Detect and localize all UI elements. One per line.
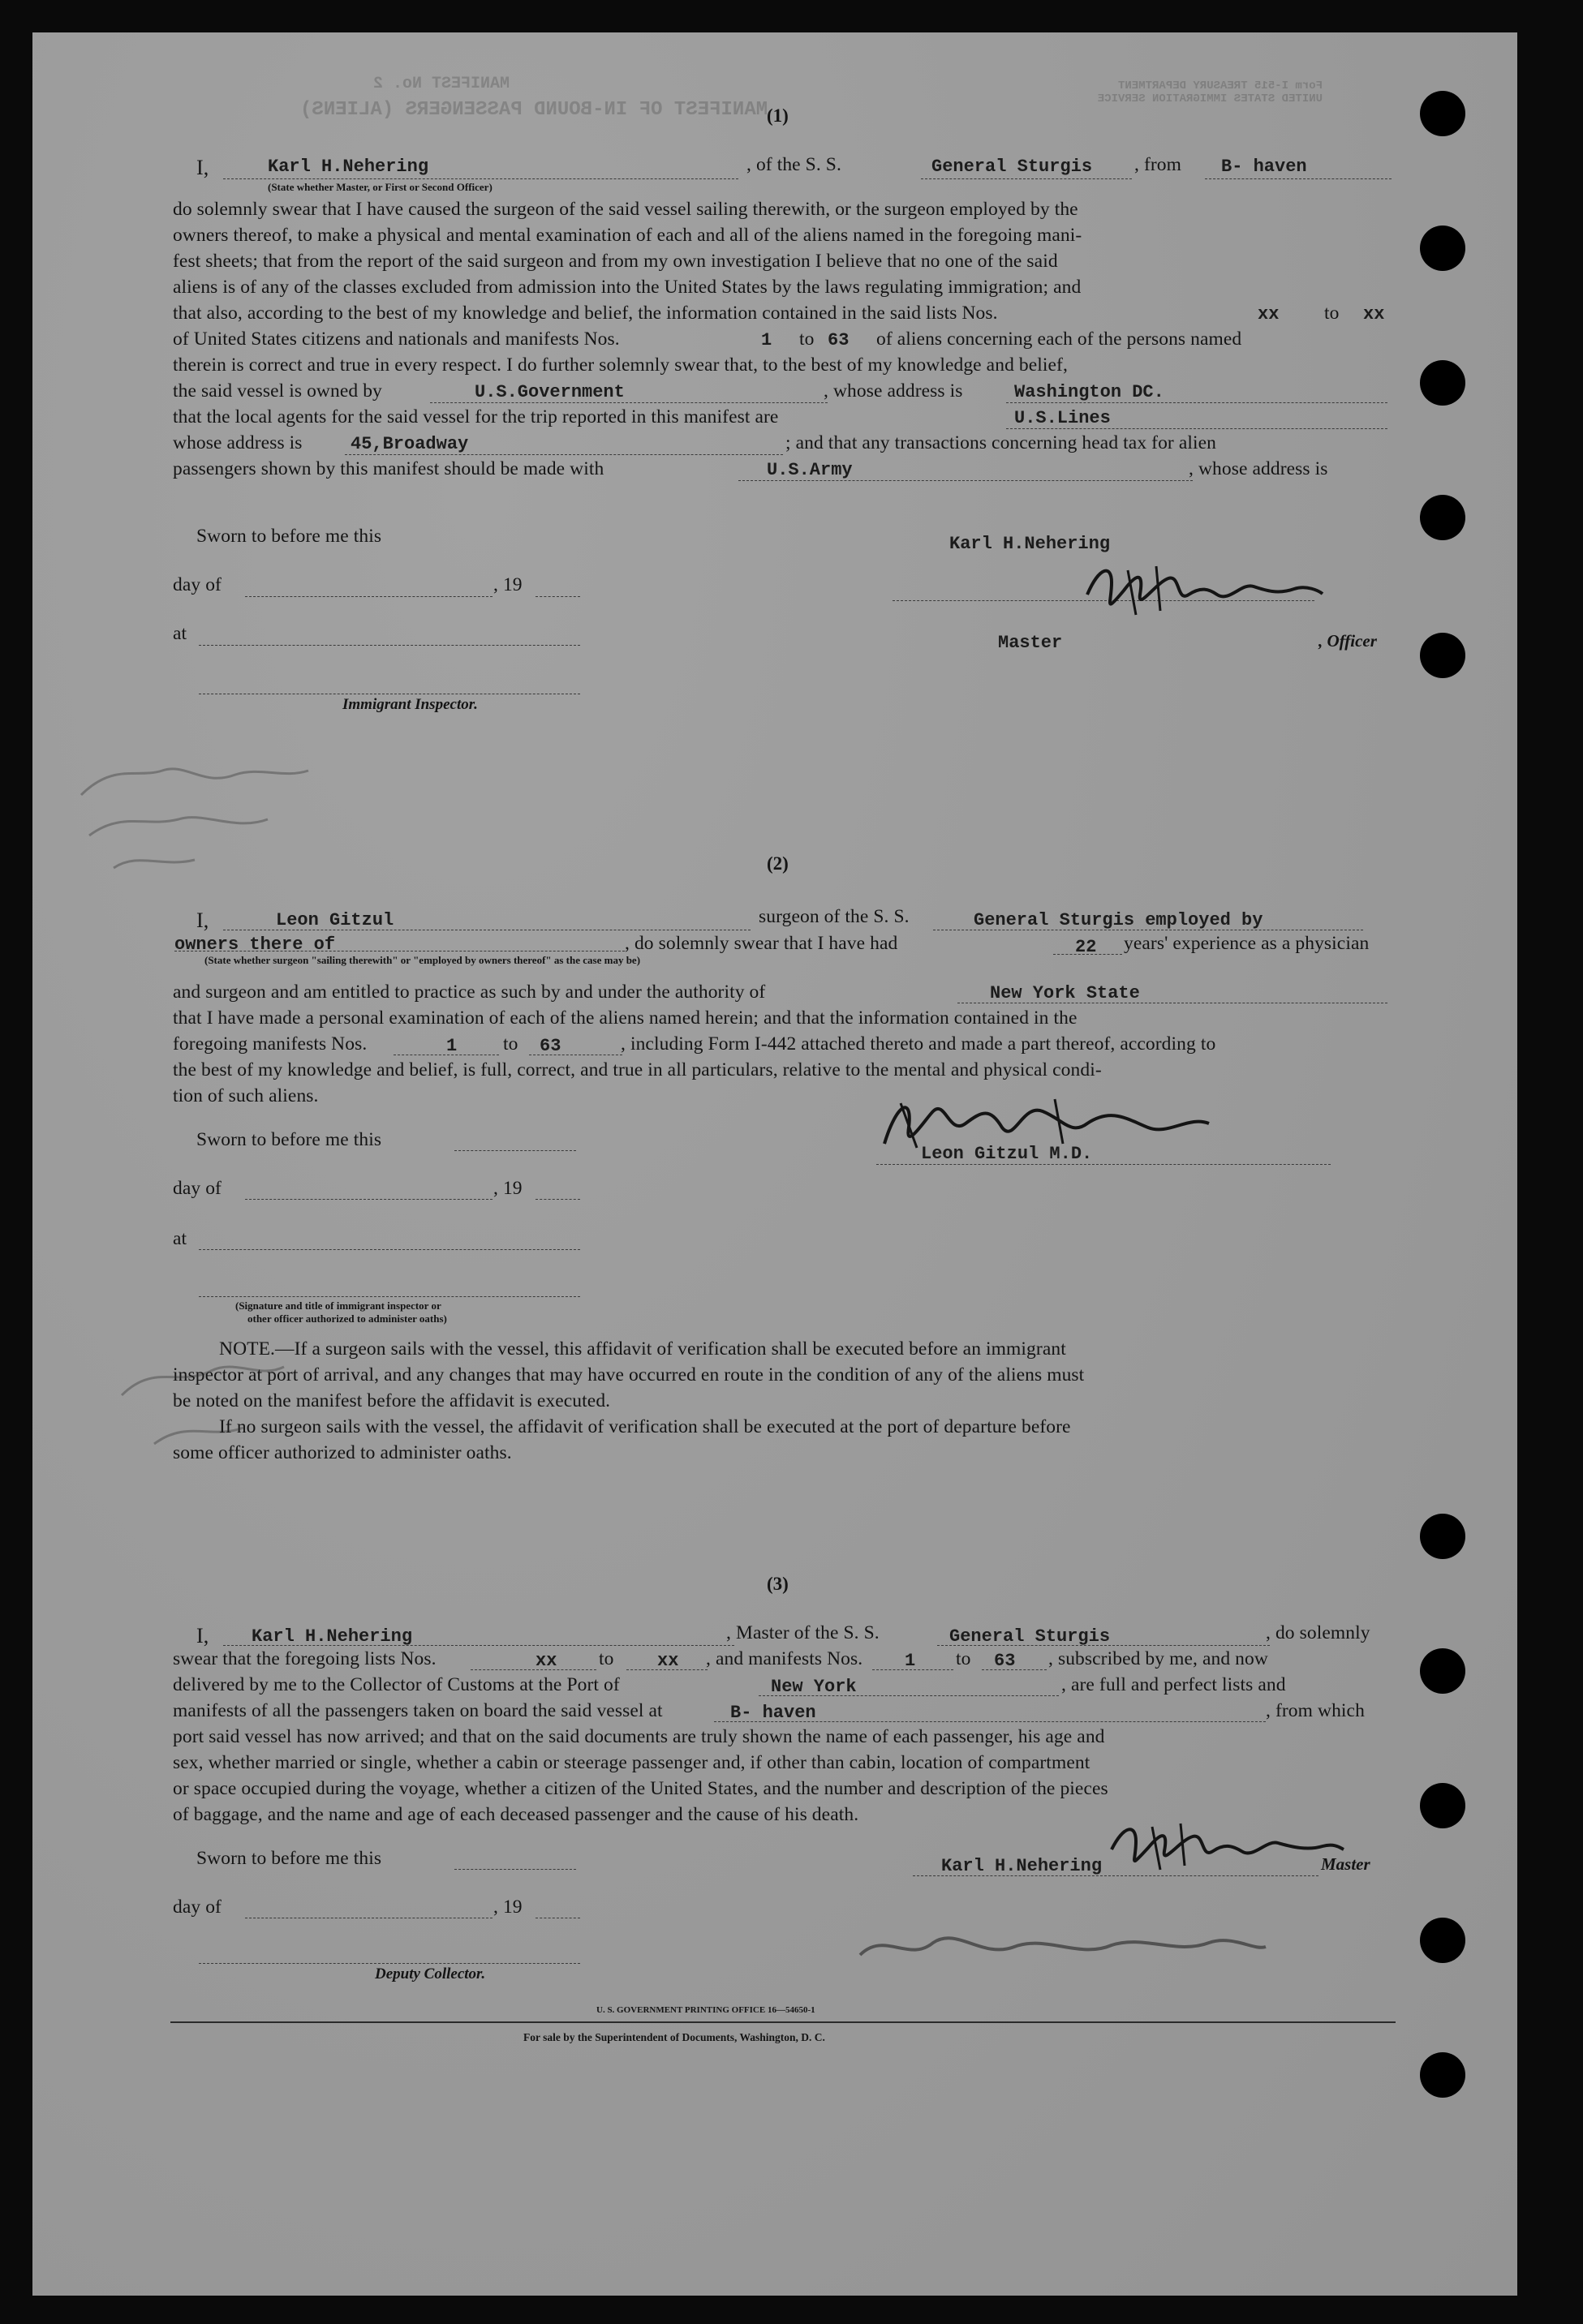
officer-label: , Officer [1318, 631, 1377, 651]
officer-name: Karl H.Nehering [268, 157, 429, 177]
officer-caption: (State whether Master, or First or Second Officer) [268, 181, 493, 193]
lists-to: xx [1363, 304, 1385, 324]
binder-hole [1420, 226, 1465, 271]
note-line: inspector at port of arrival, and any changes that may have occurred en route in the condition of any of the aliens must [173, 1364, 1085, 1385]
binder-hole [1420, 360, 1465, 406]
lists-from: xx [536, 1651, 557, 1671]
printing-office-line: U. S. GOVERNMENT PRINTING OFFICE 16—54650-1 [596, 2005, 815, 2015]
binder-hole [1420, 1918, 1465, 1963]
lists-to: xx [657, 1651, 679, 1671]
master-name: Karl H.Nehering [252, 1626, 413, 1647]
practice-authority: New York State [990, 983, 1140, 1003]
note-line: If no surgeon sails with the vessel, the affidavit of verification shall be executed at the port of departure before [219, 1416, 1071, 1437]
manifests-to: 63 [828, 330, 850, 350]
agents-address: 45,Broadway [351, 434, 469, 454]
note-line: NOTE.—If a surgeon sails with the vessel, this affidavit of verification shall be executed before an immigrant [219, 1338, 1066, 1360]
collector-caption: Deputy Collector. [375, 1965, 486, 1982]
ship-name: General Sturgis [931, 157, 1093, 177]
owner-address: Washington DC. [1014, 382, 1164, 402]
master-typed-name: Karl H.Nehering [949, 534, 1111, 554]
master-signature [1079, 558, 1331, 623]
section-number: (1) [767, 105, 789, 126]
for-sale-line: For sale by the Superintendent of Documents, Washington, D. C. [523, 2031, 825, 2043]
lists-from: xx [1258, 304, 1280, 324]
surgeon-status: owners there of [174, 934, 336, 955]
note-line: be noted on the manifest before the affidavit is executed. [173, 1390, 611, 1411]
master-signature [1103, 1817, 1347, 1874]
section-number: (3) [767, 1574, 789, 1594]
manifests-to: 63 [994, 1651, 1016, 1671]
surgeon-name: Leon Gitzul [276, 910, 394, 930]
master-label: Master [1321, 1854, 1370, 1874]
binder-hole [1420, 1648, 1465, 1694]
bleed-through-title: MANIFEST OF IN-BOUND PASSENGERS (ALIENS) [300, 99, 768, 121]
binder-hole [1420, 2052, 1465, 2098]
surgeon-employment: General Sturgis employed by [974, 910, 1263, 930]
binder-hole [1420, 91, 1465, 136]
manifests-to: 63 [540, 1036, 561, 1056]
inspector-caption: Immigrant Inspector. [342, 696, 478, 713]
years-experience: 22 [1075, 937, 1097, 957]
boarding-port: B- haven [730, 1703, 816, 1723]
handwritten-notation [852, 1914, 1274, 1979]
margin-annotations [65, 730, 325, 1501]
note-line: some officer authorized to administer oaths. [173, 1442, 512, 1463]
section-number: (2) [767, 853, 789, 874]
manifests-from: 1 [761, 330, 772, 350]
affidavit-lead: I, [196, 156, 209, 179]
vessel-owner: U.S.Government [475, 382, 625, 402]
binder-hole [1420, 633, 1465, 678]
arrival-port: New York [771, 1677, 857, 1697]
bleed-through-manifest-no: MANIFEST No. 2 [373, 75, 510, 93]
master-typed-name: Karl H.Nehering [941, 1856, 1103, 1876]
bleed-through-form-header: Form I-515 TREASURY DEPARTMENT UNITED STATES IMMIGRATION SERVICE [1097, 79, 1323, 105]
manifest-verification-page: MANIFEST No. 2 MANIFEST OF IN-BOUND PASSENGERS (ALIENS) Form I-515 TREASURY DEPARTMENT UNITED STATES IMMIGRATION SERVICE (1) I, Karl H.Nehering (State whether Master, or First or Second Officer) , of the S. S. General Sturgis , from B- haven do solemnly swear that I have caused the surgeon of the said vessel sailing therewith, or the surgeon employed by the owners thereof, to make a physical and mental examination of each and all of the aliens named in the foregoing mani- fest sheets; that from the report of the said surgeon and from my own investigation I believe that no one of the said aliens is of any of the classes excluded from admission into the United States by the laws regulating immigration; and that also, according to the best of my knowledge and belief, the information contained in the said lists Nos. xx to xx of United States citizens and nationals and manifests Nos. 1 to 63 of aliens concerning each of the persons named therein is correct and true in every respect. I do further solemnly swear that, to the best of my knowledge and belief, the said vessel is owned by U.S.Government , whose address is Washington DC. that the local agents for the said vessel for the trip reported in this manifest are U.S.Lines whose address is 45,Broadway ; and that any transactions concerning head tax for alien passengers shown by this manifest should be made with U.S.Army , whose address is Sworn to before me this day of , 19 at Immigrant Inspector. Karl H.Nehering Master , Officer (2) I, Leon Gitzul surgeon of the S. S. General Sturgis employed by owners there of (State whether surgeon "sailing therewith" or "employed by owners thereof" as the case may be) , do solemnly swear that I have had 22 years' experience as a physician and surgeon and am entitled to practice as such by and under the authority of New York State that I have made a personal examination of each of the aliens named herein; and that the information contained in the foregoing manifests Nos. 1 to 63 , including Form I-442 attached thereto and made a part thereof, according to the best of my knowledge and belief, is full, correct, and true in all particulars, relative to the mental and physical condi- tion of such aliens. Sworn to before me this Leon Gitzul M.D. day of , 19 at (Signature and title of immigrant inspector or other officer authorized to administer oaths) NOTE.—If a surgeon sails with the vessel, this affidavit of verification shall be executed before an immigrant inspector at port of arrival, and any changes that may have occurred en route in the condition of any of the aliens must be noted on the manifest before the affidavit is executed. If no surgeon sails with the vessel, the affidavit of verification shall be executed at the port of departure before some officer authorized to administer oaths. (3) I, Karl H.Nehering , Master of the S. S. General Sturgis , do solemnly swear that the foregoing lists Nos. xx to xx , and manifests Nos. 1 to 63 , subscribed by me, and now delivered by me to the Collector of Customs at the Port of New York , are full and perfect lists and manifests of all the passengers taken on board the said vessel at B- haven , from which port said vessel has now arrived; and that on the said documents are truly shown the name of each passenger, his age and sex, whether married or single, whether a cabin or steerage passenger and, if other than cabin, location of compartment or space occupied during the voyage, whether a citizen of the United States, and the number and description of the pieces of baggage, and the name and age of each deceased passenger and the cause of his death. Sworn to before me this day of , 19 Deputy Collector. Karl H.Nehering Master U. S. GOVERNMENT PRINTING OFFICE 16—54650-1 For sale by the Superintendent of Documents, Washington, D. C. [32, 32, 1517, 2296]
binder-hole [1420, 1514, 1465, 1559]
surgeon-typed-name: Leon Gitzul M.D. [921, 1144, 1093, 1164]
binder-hole [1420, 495, 1465, 540]
footer-rule [170, 2021, 1396, 2023]
master-title-typed: Master [998, 633, 1063, 653]
binder-hole [1420, 1783, 1465, 1828]
manifests-from: 1 [905, 1651, 916, 1671]
surgeon-status-caption: (State whether surgeon "sailing therewith" or "employed by owners thereof" as the case may be) [204, 954, 641, 966]
departure-port: B- haven [1221, 157, 1307, 177]
head-tax-party: U.S.Army [767, 460, 853, 480]
local-agents: U.S.Lines [1014, 408, 1111, 428]
manifests-from: 1 [446, 1036, 458, 1056]
ship-name: General Sturgis [949, 1626, 1111, 1647]
